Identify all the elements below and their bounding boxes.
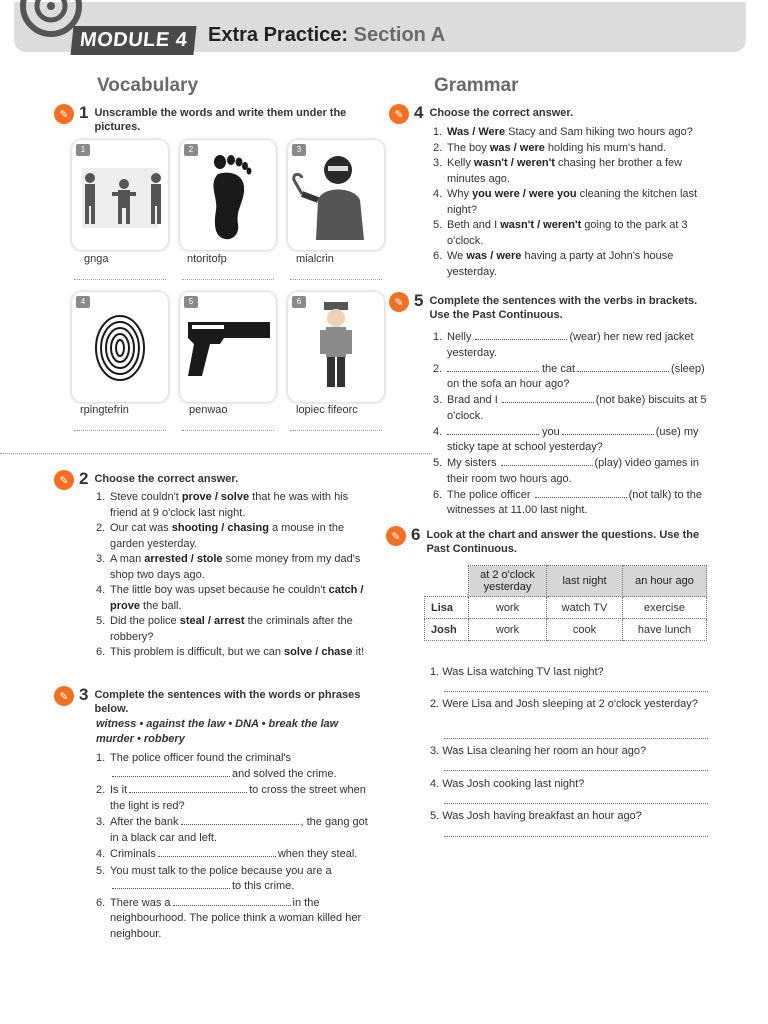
answer-line-4[interactable] (74, 430, 166, 431)
question-number: 1. (430, 666, 440, 678)
exercise-5-list (433, 330, 719, 519)
item-number: 1. (433, 331, 443, 343)
activity-chart (424, 565, 707, 641)
chart-cell: exercise (623, 597, 707, 619)
item-text (110, 751, 372, 782)
list-item (433, 249, 719, 280)
list-item (433, 141, 719, 157)
list-item (96, 896, 372, 943)
question-5 (430, 809, 710, 824)
list-item (96, 583, 368, 614)
sentence-end: when they steal. (277, 848, 358, 860)
answer-options[interactable]: wasn't / weren't (473, 157, 555, 169)
sentence-part: Nelly (447, 331, 472, 343)
sentence-part: you (542, 425, 560, 438)
sentence-end: some money from my dad's shop two days ago. (110, 553, 361, 581)
sentence-end: , the gang got in a black car and left. (110, 816, 368, 844)
item-text (447, 393, 719, 424)
sentence-start: Our cat was (110, 522, 172, 534)
question-4 (430, 777, 710, 792)
item-number: 5. (96, 864, 106, 877)
list-item (96, 751, 372, 782)
sentence-end: that he was with his friend at 9 o'clock last night. (110, 491, 349, 519)
question-3 (430, 744, 710, 759)
answer-blank[interactable] (112, 768, 230, 777)
scrambled-word-2: ntoritofp (187, 253, 227, 265)
answer-line-1[interactable] (74, 279, 166, 280)
chart-col-header: an hour ago (623, 566, 707, 597)
exercise-4-heading (389, 104, 709, 124)
sentence-part: the cat (542, 362, 576, 375)
sentence-end: the criminals after the robbery? (110, 615, 353, 643)
answer-line-5[interactable] (182, 430, 274, 431)
picture-card-1 (72, 140, 168, 250)
sentence-end: and solved the crime. (232, 767, 337, 780)
item-text (110, 815, 372, 846)
answer-options[interactable]: Was / Were (447, 126, 506, 138)
item-number: 3. (433, 157, 443, 169)
module-label: MODULE 4 (70, 26, 196, 55)
criminal-icon (288, 140, 384, 250)
item-number: 4. (96, 848, 106, 860)
picture-number: 6 (292, 296, 306, 308)
list-item (96, 815, 372, 846)
list-item (96, 864, 372, 895)
question-2 (430, 697, 710, 712)
picture-number: 2 (184, 144, 198, 156)
list-item (96, 521, 368, 552)
picture-card-3 (288, 140, 384, 250)
answer-options[interactable]: was / were (466, 250, 522, 262)
exercise-1-heading (54, 104, 354, 134)
list-item (96, 847, 372, 863)
picture-number: 4 (76, 296, 90, 308)
item-number: 5. (433, 457, 443, 469)
list-item (433, 425, 719, 456)
answer-blank[interactable] (447, 363, 539, 372)
answer-blank[interactable] (502, 394, 594, 403)
exercise-2-list (96, 490, 368, 661)
sentence-start: The police officer found the criminal's (110, 752, 292, 764)
pencil-icon: ✎ (389, 104, 409, 124)
exercise-instruction: Look at the chart and answer the questions. Use the Past Continuous. (426, 529, 700, 555)
sentence-start: This problem is difficult, but we can (110, 646, 285, 658)
answer-options[interactable]: was / were (489, 141, 545, 154)
answer-options[interactable]: arrested / stole (144, 553, 223, 565)
item-number: 1. (96, 752, 106, 764)
sentence-start: The boy (447, 141, 490, 154)
chart-col-header: last night (547, 566, 623, 597)
exercise-number: 4 (414, 103, 424, 122)
answer-blank[interactable] (501, 457, 593, 466)
answer-options[interactable]: wasn't / weren't (500, 219, 582, 231)
sentence-start: Is it (110, 784, 128, 796)
sentence-start: Criminals (110, 848, 156, 860)
item-number: 6. (433, 488, 443, 501)
exercise-number: 2 (79, 469, 89, 488)
exercise-number: 5 (414, 291, 424, 310)
item-number: 2. (96, 522, 106, 534)
page-title (208, 24, 445, 47)
answer-blank[interactable] (447, 426, 539, 435)
item-text (447, 125, 719, 141)
title-sub: Section A (353, 24, 446, 46)
question-1 (430, 665, 710, 680)
item-text (447, 425, 719, 456)
exercise-2-heading (54, 470, 354, 490)
answer-line-q4[interactable] (444, 803, 708, 804)
exercise-instruction: Complete the sentences with the words or phrases below. (94, 689, 361, 715)
answer-blank[interactable] (112, 880, 230, 889)
police-officer-icon (288, 292, 384, 402)
list-item (96, 614, 368, 645)
item-text (110, 645, 368, 661)
item-number: 3. (433, 394, 443, 406)
chart-cell: work (469, 597, 547, 619)
sentence-part: (not talk) to the witnesses at 11.00 last night. (447, 488, 702, 516)
list-item (433, 393, 719, 424)
item-text (447, 141, 719, 157)
sentence-end: Stacy and Sam hiking two hours ago? (505, 126, 693, 138)
exercise-4-list (433, 125, 719, 280)
question-number: 2. (430, 698, 440, 710)
item-number: 5. (433, 219, 443, 231)
sentence-start: Steve couldn't (110, 491, 182, 503)
exercise-number: 1 (79, 103, 89, 122)
exercise-instruction: Complete the sentences with the verbs in brackets. Use the Past Continuous. (429, 295, 698, 321)
chart-cell: watch TV (547, 597, 623, 619)
question-text: Was Lisa cleaning her room an hour ago? (442, 745, 647, 757)
exercise-6-heading (386, 526, 706, 556)
item-text (110, 552, 368, 583)
item-text (447, 218, 719, 249)
footprint-icon (180, 140, 276, 250)
item-text (447, 488, 719, 519)
item-number: 4. (433, 188, 443, 200)
list-item (433, 125, 719, 141)
sentence-start: We (447, 250, 467, 262)
scrambled-word-1: gnga (84, 253, 109, 265)
picture-card-2 (180, 140, 276, 250)
item-text (110, 847, 372, 863)
sentence-start: You must talk to the police because you are a (110, 864, 332, 877)
gang-icon (72, 140, 168, 250)
answer-line-q2[interactable] (444, 738, 708, 739)
list-item (433, 488, 719, 519)
answer-line-6[interactable] (290, 430, 382, 431)
answer-line-q3[interactable] (444, 770, 708, 771)
item-text (110, 490, 368, 521)
item-text (110, 614, 368, 645)
pencil-icon: ✎ (54, 686, 74, 706)
question-text: Was Lisa watching TV last night? (442, 666, 604, 678)
scrambled-word-6: lopiec fifeorc (296, 404, 358, 416)
question-text: Was Josh having breakfast an hour ago? (442, 810, 642, 822)
sentence-end: in the neighbourhood. The police think a woman killed her neighbour. (110, 896, 362, 940)
item-text (110, 521, 368, 552)
item-text (447, 249, 719, 280)
pencil-icon: ✎ (389, 292, 409, 312)
sentence-start: After the bank (110, 816, 179, 828)
pencil-icon: ✎ (386, 526, 406, 546)
item-number: 2. (96, 784, 106, 796)
item-number: 6. (433, 250, 443, 262)
answer-options[interactable]: steal / arrest (179, 615, 245, 627)
answer-options[interactable]: prove / solve (181, 491, 250, 503)
sentence-end: the ball. (139, 599, 182, 612)
pistol-icon (180, 292, 276, 402)
item-text (110, 783, 372, 814)
item-text (110, 864, 372, 895)
sentence-start: Did the police (110, 615, 180, 627)
item-text (447, 187, 719, 218)
question-text: Was Josh cooking last night? (442, 778, 585, 790)
scrambled-word-5: penwao (189, 404, 228, 416)
answer-line-2[interactable] (182, 279, 274, 280)
pencil-icon: ✎ (54, 470, 74, 490)
sentence-part: (use) my sticky tape at school yesterday? (447, 425, 699, 453)
fingerprint-icon (72, 292, 168, 402)
answer-options[interactable]: solve / chase (284, 646, 353, 658)
answer-line-3[interactable] (290, 279, 382, 280)
list-item (433, 187, 719, 218)
sentence-end: to cross the street when the light is red? (110, 784, 366, 812)
question-text: Were Lisa and Josh sleeping at 2 o'clock yesterday? (442, 698, 698, 710)
answer-blank[interactable] (475, 331, 567, 340)
pencil-icon: ✎ (54, 104, 74, 124)
list-item (433, 362, 719, 393)
sentence-part: The police officer (447, 488, 531, 501)
question-number: 5. (430, 810, 440, 822)
list-item (96, 645, 368, 661)
sentence-end: having a party at John's house yesterday. (447, 250, 674, 278)
chart-cell: work (469, 619, 547, 641)
sentence-start: There was a (110, 896, 171, 909)
picture-number: 5 (184, 296, 198, 308)
item-text (447, 156, 719, 187)
answer-blank[interactable] (577, 363, 669, 372)
chart-col-header: at 2 o'clock yesterday (469, 566, 547, 597)
chart-cell: have lunch (623, 619, 707, 641)
item-number: 1. (96, 491, 106, 503)
sentence-end: going to the park at 3 o'clock. (447, 219, 688, 247)
sentence-part: Brad and I (447, 394, 498, 406)
answer-options[interactable]: shooting / chasing (171, 522, 269, 534)
item-number: 2. (433, 362, 443, 375)
sentence-end: to this crime. (232, 880, 295, 892)
sentence-end: a mouse in the garden yesterday. (110, 522, 345, 550)
exercise-instruction: Choose the correct answer. (429, 107, 574, 119)
sentence-end: it! (352, 646, 365, 658)
item-number: 4. (96, 584, 106, 596)
picture-number: 1 (76, 144, 90, 156)
chart-cell: cook (547, 619, 623, 641)
list-item (433, 156, 719, 187)
scrambled-word-3: mialcrin (296, 253, 334, 265)
answer-blank[interactable] (562, 426, 654, 435)
sentence-start: Beth and I (447, 219, 501, 231)
list-item (96, 552, 368, 583)
sentence-part: (wear) her new red jacket yesterday. (447, 331, 694, 359)
exercise-3-heading (54, 686, 364, 716)
list-item (96, 783, 372, 814)
question-number: 3. (430, 745, 440, 757)
item-number: 4. (433, 425, 443, 438)
exercise-instruction: Choose the correct answer. (94, 473, 239, 485)
chart-row-name: Lisa (425, 597, 469, 619)
item-text (110, 583, 368, 614)
answer-options[interactable]: you were / were you (472, 188, 577, 200)
sentence-start: The little boy was upset because he couldn't (110, 584, 329, 596)
item-number: 2. (433, 141, 443, 154)
chart-row-name: Josh (425, 619, 469, 641)
answer-blank[interactable] (181, 816, 299, 825)
answer-line-q1[interactable] (444, 691, 708, 692)
sentence-part: (not bake) biscuits at 5 o'clock. (447, 394, 707, 422)
word-bank: witness • against the law • DNA • break the law murder • robbery (96, 718, 339, 745)
answer-blank[interactable] (129, 784, 247, 793)
list-item (96, 490, 368, 521)
exercise-3-list (96, 751, 372, 943)
item-text (110, 896, 372, 943)
section-divider (0, 453, 432, 454)
answer-options[interactable]: catch / prove (110, 584, 364, 612)
item-number: 1. (433, 126, 443, 138)
picture-card-6 (288, 292, 384, 402)
title-main: Extra Practice: (208, 24, 349, 46)
item-text (447, 456, 719, 487)
answer-blank[interactable] (535, 489, 627, 498)
item-text (447, 330, 719, 361)
item-number: 6. (96, 646, 106, 658)
answer-blank[interactable] (158, 848, 276, 857)
exercise-5-heading (389, 292, 709, 322)
answer-line-q5[interactable] (444, 836, 708, 837)
item-number: 5. (96, 615, 106, 627)
sentence-part: My sisters (447, 457, 497, 469)
picture-number: 3 (292, 144, 306, 156)
sentence-start: Kelly (447, 157, 474, 169)
sentence-end: holding his mum's hand. (544, 141, 667, 154)
picture-card-4 (72, 292, 168, 402)
sentence-start: A man (110, 553, 145, 565)
answer-blank[interactable] (173, 897, 291, 906)
vocabulary-heading: Vocabulary (97, 75, 199, 96)
exercise-number: 6 (411, 525, 421, 544)
sentence-start: Why (447, 188, 473, 200)
scrambled-word-4: rpingtefrin (80, 404, 129, 416)
item-text (447, 362, 719, 393)
question-number: 4. (430, 778, 440, 790)
sentence-part: (play) video games in their room two hours ago. (447, 457, 700, 485)
grammar-heading: Grammar (434, 75, 519, 96)
list-item (433, 218, 719, 249)
item-number: 3. (96, 816, 106, 828)
sentence-end: chasing her brother a few minutes ago. (447, 157, 683, 185)
item-number: 3. (96, 553, 106, 565)
sentence-part: (sleep) on the sofa an hour ago? (447, 362, 705, 390)
exercise-number: 3 (79, 685, 89, 704)
picture-card-5 (180, 292, 276, 402)
list-item (433, 456, 719, 487)
sentence-end: cleaning the kitchen last night? (447, 188, 698, 216)
list-item (433, 330, 719, 361)
item-number: 6. (96, 896, 106, 909)
exercise-instruction: Unscramble the words and write them under the pictures. (94, 107, 347, 133)
